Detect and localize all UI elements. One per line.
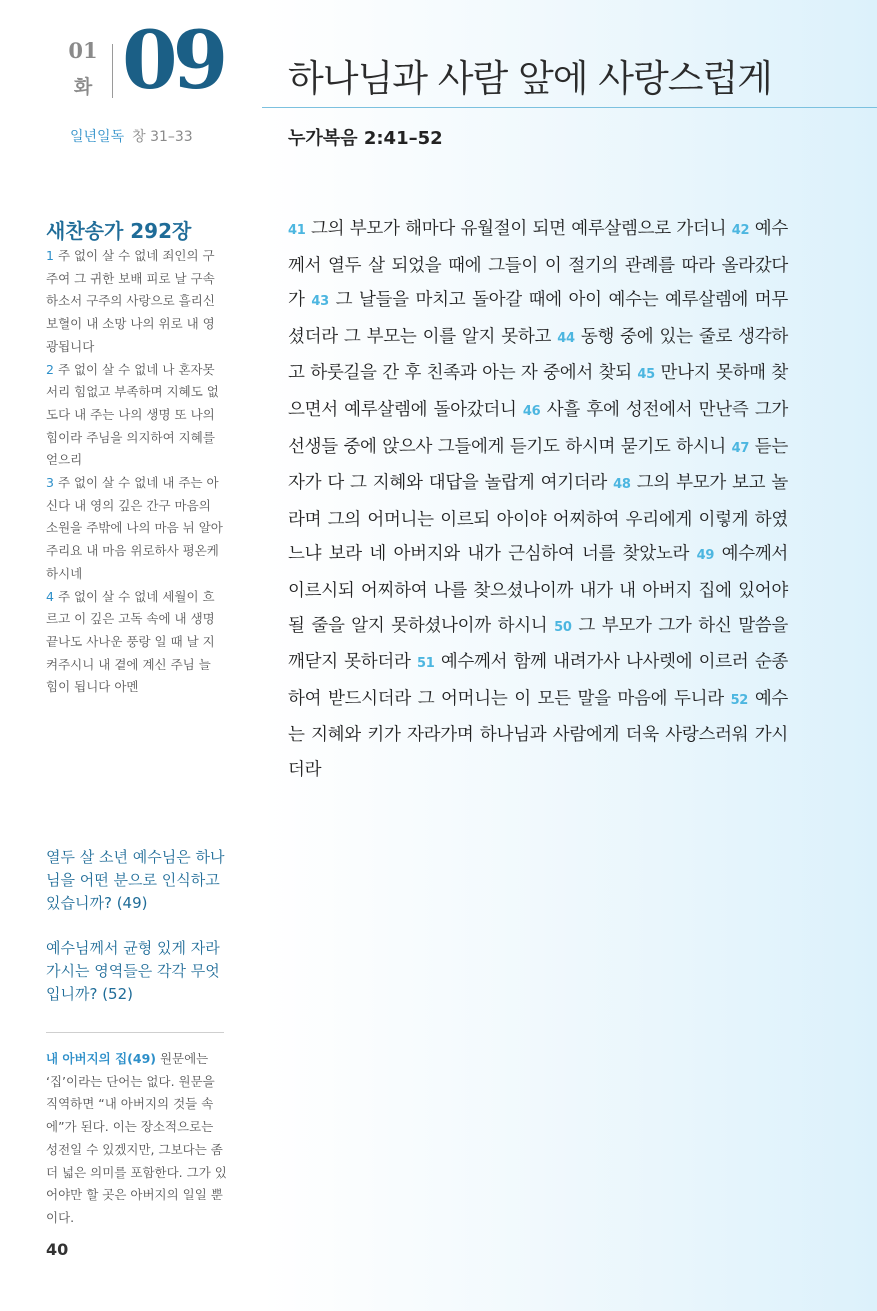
verse-text: 예수께서 함께 내려가사 나사렛에 이르러 순종하여 받드시더라 그 어머니는 이 모든 말을 마음에 두니라 [288,652,789,709]
verse-text: 예수는 지혜와 키가 자라가며 하나님과 사람에게 더욱 사랑스러워 가시더라 [288,688,789,780]
verse-number: 50 [554,619,572,635]
verse-text: 예수께서 열두 살 되었을 때에 그들이 이 절기의 관례를 따라 올라갔다가 [288,219,789,311]
verse-number: 48 [613,477,631,493]
reflection-question: 예수님께서 균형 있게 자라가시는 영역들은 각각 무엇입니까? (52) [46,939,220,1003]
stanza-number: 1 [46,248,54,263]
hymn-stanza [46,472,226,586]
note-divider [46,1032,224,1033]
page-number: 40 [46,1240,69,1259]
stanza-number: 4 [46,588,54,604]
date-divider [112,44,113,98]
verse-text: 사흘 후에 성전에서 만난즉 그가 선생들 중에 앉으사 그들에게 듣기도 하시며 묻기도 하시니 [288,399,789,457]
verse-number: 45 [637,367,655,383]
verse-number: 52 [730,692,749,708]
title-rule [262,107,877,108]
verse-number: 51 [416,656,435,672]
scripture-passage [288,212,788,788]
reading-plan [70,126,193,146]
hymn-stanza [46,359,226,473]
verse-text: 그의 부모가 해마다 유월절이 되면 예루살렘으로 가더니 [311,219,727,239]
date-weekday: 화 [73,76,93,98]
stanza-text: 주 없이 살 수 없네 내 주는 아신다 내 영의 깊은 간구 마음의 소원을 주밖에 나의 마음 뉘 알아주리요 내 마음 위로하사 평온케 하시네 [46,475,223,581]
verse-text: 만나지 못하매 찾으면서 예루살렘에 돌아갔더니 [288,363,789,420]
verse-number: 47 [731,440,750,456]
reading-plan-ref: 창 31–33 [132,129,193,145]
passage-reference: 누가복음 2:41–52 [288,128,443,149]
verse-text: 그의 부모가 보고 놀라며 그의 어머니는 이르되 아이야 어찌하여 우리에게 이렇게 하였느냐 보라 네 아버지와 내가 근심하여 너를 찾았노라 [288,473,788,565]
stanza-text: 주 없이 살 수 없네 나 혼자못 서리 힘없고 부족하며 지혜도 없도다 내 주는 나의 생명 또 나의 힘이라 주님을 의지하여 지혜를 얻으리 [46,361,219,468]
verse-number: 42 [731,223,750,238]
note-term: 내 아버지의 집(49) [46,1051,156,1066]
verse-text: 그 날들을 마치고 돌아갈 때에 아이 예수는 예루살렘에 머무셨더라 그 부모는 이를 알지 못하고 [288,290,789,347]
stanza-number: 2 [46,361,54,377]
reading-plan-label: 일년일독 [70,129,125,145]
note-text: 원문에는 ‘집’이라는 단어는 없다. 원문을 직역하면 “내 아버지의 것들 속에”가 된다. 이는 장소적으로는 성전일 수 있겠지만, 그보다는 좀 더 넓은 의미를 포함한다. 그가 있어야만 할 곳은 아버지의 일일 뿐이다. [46,1051,227,1225]
hymn-stanza [46,586,226,700]
verse-number: 43 [311,294,329,310]
stanza-text: 주 없이 살 수 없네 세월이 흐르고 이 깊은 고독 속에 내 생명 끝나도 사나운 풍랑 일 때 날 지켜주시니 내 곁에 계신 주님 늘 힘이 됩니다 아멘 [46,588,215,695]
verse-number: 49 [696,548,715,564]
verse-text: 듣는 자가 다 그 지혜와 대답을 놀랍게 여기더라 [288,436,788,494]
verse-number: 46 [522,403,541,419]
hymn-title: 새찬송가 292장 [46,219,192,243]
reflection-question: 열두 살 소년 예수님은 하나님을 어떤 분으로 인식하고 있습니까? (49) [46,848,225,912]
date-month: 01 [68,38,98,63]
stanza-number: 3 [46,475,54,491]
hymn-lyrics [46,245,226,699]
verse-number: 44 [557,330,575,346]
hymn-stanza [46,245,226,359]
verse-number: 41 [288,223,306,238]
verse-text: 예수께서 이르시되 어찌하여 나를 찾으셨나이까 내가 내 아버지 집에 있어야 될 줄을 알지 못하셨나이까 하시니 [288,544,789,636]
page-title: 하나님과 사람 앞에 사랑스럽게 [288,57,772,100]
study-note [46,1048,228,1230]
date-day: 09 [122,13,224,107]
verse-text: 그 부모가 그가 하신 말씀을 깨닫지 못하더라 [288,615,789,673]
stanza-text: 주 없이 살 수 없네 죄인의 구주여 그 귀한 보배 피로 날 구속하소서 구주의 사랑으로 흘리신 보혈이 내 소망 나의 위로 내 영광됩니다 [46,248,215,354]
verse-text: 동행 중에 있는 줄로 생각하고 하룻길을 간 후 친족과 아는 자 중에서 찾되 [288,326,788,384]
